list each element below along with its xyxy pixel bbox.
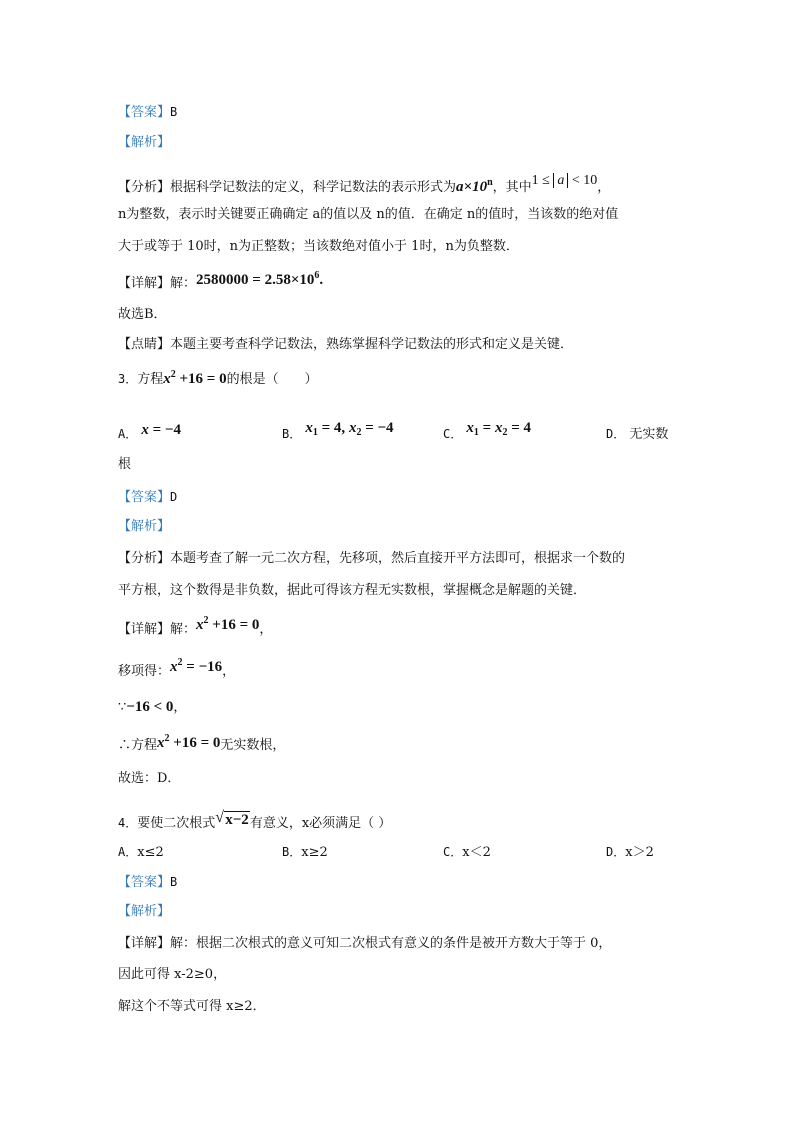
detail-formula xyxy=(196,272,323,288)
q2-fenxi-line1 xyxy=(118,173,611,197)
option-label: A． xyxy=(118,845,138,859)
q4-detail-line2: 因此可得 x-2≥0， xyxy=(118,967,227,982)
q3-analysis-line xyxy=(118,518,170,536)
formula-var: x xyxy=(163,371,171,387)
q3-option-b xyxy=(282,420,394,444)
q2-detail-line xyxy=(118,270,324,293)
q4-detail-line1 xyxy=(118,935,611,953)
option-label: D． xyxy=(606,845,626,859)
answer-tag: 【答案】 xyxy=(118,875,171,890)
q4-option-a xyxy=(118,843,164,862)
q2-dianjing-line xyxy=(118,336,573,354)
comma: ， xyxy=(259,622,273,637)
q3-option-a xyxy=(118,422,181,444)
sqrt-formula xyxy=(215,812,250,828)
step-formula: −16 < 0 xyxy=(126,699,174,715)
answer-value: D xyxy=(170,490,178,504)
formula-exp: 2 xyxy=(170,369,176,380)
step-formula: $x^2 +16 = 0$ xyxy=(157,733,221,751)
detail-prefix: 解： xyxy=(170,622,197,637)
q4-detail-line3: 解这个不等式可得 x≥2． xyxy=(118,999,266,1014)
option-label: A． xyxy=(118,427,138,441)
option-content: x＜2 xyxy=(462,845,491,860)
formula-rest: +16 = 0 xyxy=(175,371,227,387)
fenxi-text: 根据科学记数法的定义，科学记数法的表示形式为 xyxy=(170,180,457,195)
option-label: C． xyxy=(443,845,463,859)
formula-exp: 6 xyxy=(314,270,320,281)
detail-formula: $x^2 +16 = 0$ xyxy=(196,615,260,633)
question-number: 4． xyxy=(118,816,138,830)
option-content: $x_1 = x_2 = 4$ xyxy=(466,420,531,438)
detail-tag: 【详解】 xyxy=(118,936,171,951)
fenxi-mid: ，其中 xyxy=(492,180,532,195)
formula-rest: +16 = 0 xyxy=(169,735,221,751)
stem-prefix: 方程 xyxy=(137,372,164,387)
option-content: x≥2 xyxy=(301,845,328,860)
formula-range xyxy=(532,173,598,188)
formula-base: a×10 xyxy=(456,179,488,195)
q2-fenxi-line2: n为整数，表示时关键要正确确定 a的值以及 n的值．在确定 n的值时，当该数的绝对值 xyxy=(118,207,619,222)
answer-value: B xyxy=(170,105,178,119)
comma: ， xyxy=(222,664,236,679)
fenxi-tag: 【分析】 xyxy=(118,551,171,566)
formula-main: 2580000 = 2.58×10 xyxy=(196,272,315,288)
dianjing-text: 本题主要考查科学记数法，熟练掌握科学记数法的形式和定义是关键． xyxy=(170,337,574,352)
q3-step3 xyxy=(118,733,286,755)
option-content: x≤2 xyxy=(137,845,164,860)
q3-step2 xyxy=(118,698,186,717)
option-content: $x_1 = 4$, $x_2 = -4$ xyxy=(305,420,394,438)
q4-answer-line xyxy=(118,873,177,892)
q3-step1 xyxy=(118,657,236,681)
fenxi-end: ， xyxy=(597,180,611,195)
step-label: 移项得： xyxy=(118,664,171,679)
option-label: B． xyxy=(282,845,302,859)
q3-option-c xyxy=(443,420,531,444)
fenxi-tag: 【分析】 xyxy=(118,180,171,195)
formula-exp: n xyxy=(487,177,493,188)
range-left: 1 ≤ xyxy=(531,173,550,188)
option-content: x = −4 xyxy=(141,422,181,438)
option-content: 无实数 xyxy=(629,427,669,442)
detail-tag: 【详解】 xyxy=(118,622,171,637)
comma: ， xyxy=(173,700,187,715)
q3-fenxi-line2: 平方根，这个数得是非负数，据此可得该方程无实数根，掌握概念是解题的关键． xyxy=(118,583,587,598)
q2-analysis-line xyxy=(118,134,170,152)
option-label: B． xyxy=(282,427,302,441)
q4-option-d xyxy=(606,843,654,862)
q3-answer-line xyxy=(118,488,177,507)
q3-stem xyxy=(118,370,318,389)
q4-stem xyxy=(118,814,391,833)
formula-end: . xyxy=(319,272,324,288)
detail-prefix: 解： xyxy=(170,276,197,291)
question-number: 3． xyxy=(118,372,138,386)
answer-tag: 【答案】 xyxy=(118,105,171,120)
q3-option-d xyxy=(606,425,668,444)
therefore-prefix: ∴方程 xyxy=(118,738,158,753)
range-right: < 10 xyxy=(571,173,598,188)
stem-suffix: 的根是（ ） xyxy=(226,372,318,387)
answer-tag: 【答案】 xyxy=(118,490,171,505)
formula-rest: = −16 xyxy=(182,659,223,675)
stem-suffix: 有意义，x必须满足（ ） xyxy=(249,816,392,831)
analysis-tag: 【解析】 xyxy=(118,135,171,150)
formula-scientific xyxy=(456,179,493,195)
formula-rest: +16 = 0 xyxy=(208,617,260,633)
radicand: x−2 xyxy=(225,812,249,828)
detail-text: 解：根据二次根式的意义可知二次根式有意义的条件是被开方数大于等于 0， xyxy=(170,936,612,951)
option-content: x＞2 xyxy=(625,845,654,860)
q2-answer-line xyxy=(118,103,177,122)
step-formula: $x^2 = -16$ xyxy=(170,657,223,675)
q3-choose-line: 故选：D． xyxy=(118,771,181,786)
fenxi-text: 本题考查了解一元二次方程，先移项，然后直接开平方法即可，根据求一个数的 xyxy=(170,551,626,566)
q2-choose-line: 故选B． xyxy=(118,307,167,322)
detail-tag: 【详解】 xyxy=(118,276,171,291)
dianjing-tag: 【点睛】 xyxy=(118,337,171,352)
analysis-tag: 【解析】 xyxy=(118,519,171,534)
stem-prefix: 要使二次根式 xyxy=(137,816,216,831)
stem-formula xyxy=(163,371,226,387)
q4-analysis-line xyxy=(118,903,170,921)
analysis-tag: 【解析】 xyxy=(118,904,171,919)
step-suffix: 无实数根， xyxy=(220,738,286,753)
q4-option-c xyxy=(443,843,491,862)
q3-detail-line xyxy=(118,615,273,639)
q2-fenxi-line3: 大于或等于 10时，n为正整数；当该数绝对值小于 1时，n为负整数． xyxy=(118,239,519,254)
option-label: C． xyxy=(443,427,463,441)
answer-value: B xyxy=(170,875,178,889)
q3-option-d-wrap: 根 xyxy=(118,457,132,472)
sqrt-symbol xyxy=(215,811,250,829)
because-symbol: ∵ xyxy=(118,700,127,715)
option-label: D． xyxy=(606,427,626,441)
q4-option-b xyxy=(282,843,328,862)
range-abs: a xyxy=(553,173,568,188)
q3-fenxi-line1 xyxy=(118,550,625,568)
